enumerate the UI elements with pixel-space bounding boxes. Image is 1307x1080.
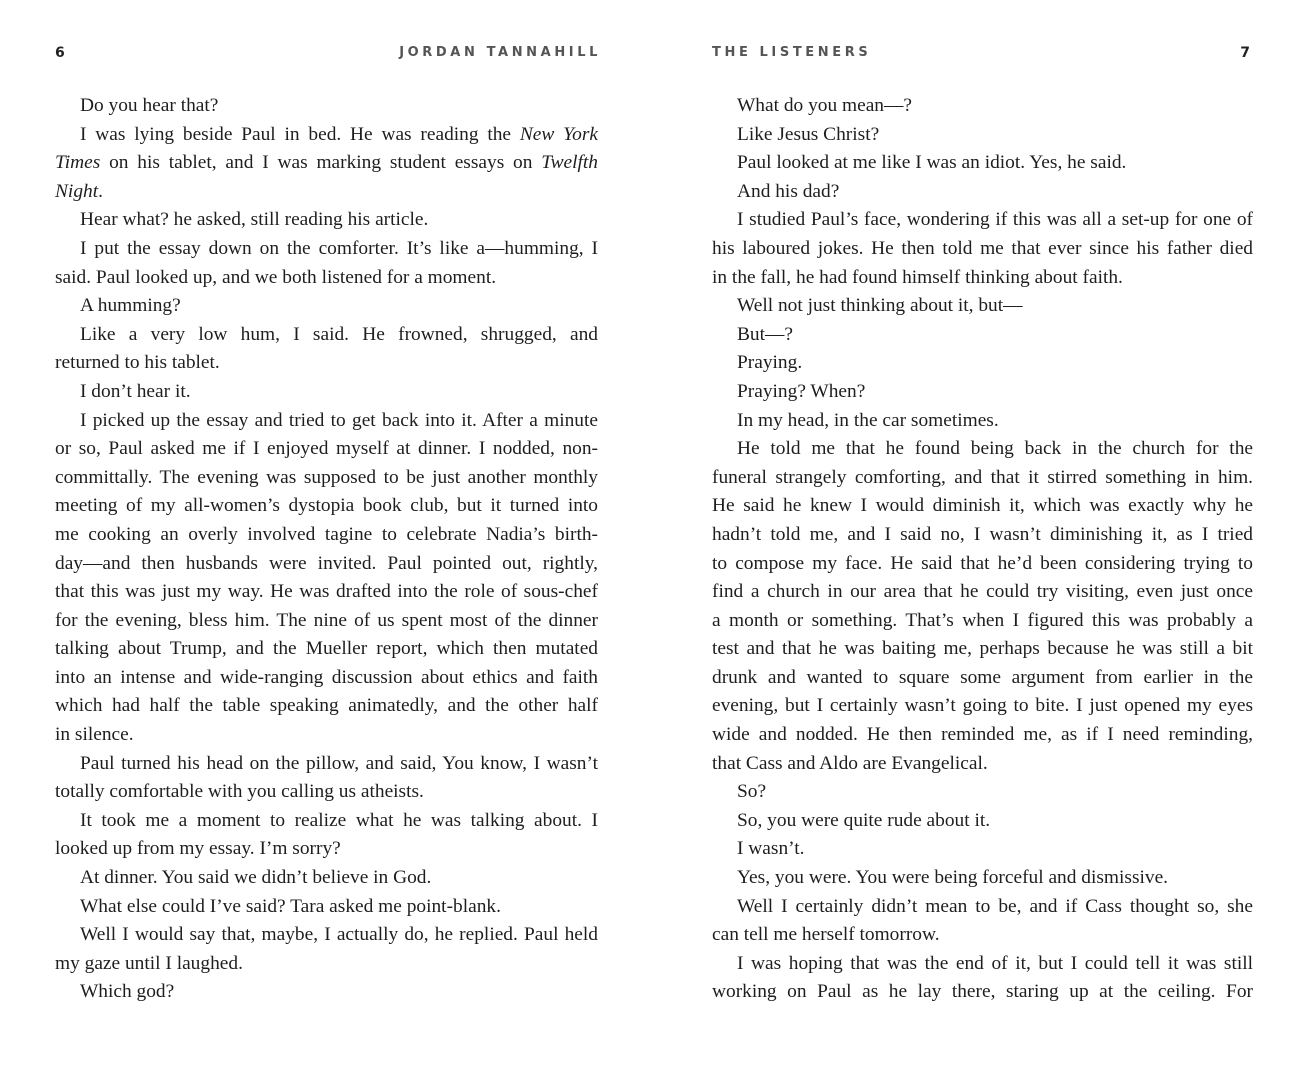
text-line: I wasn’t. — [737, 838, 805, 860]
text-line: which had half the table speaking animatedly, and the other half — [55, 695, 598, 717]
text-line: Do you hear that? — [80, 95, 219, 116]
page-number: 7 — [1240, 45, 1250, 61]
text-line: I picked up the essay and tried to get back into it. After a minute — [80, 409, 598, 431]
text-line: in the fall, he had found himself thinking about faith. — [712, 266, 1123, 288]
text-line: Well I certainly didn’t mean to be, and if Cass thought so, she — [737, 895, 1253, 917]
text-line — [55, 178, 598, 207]
text-line: can tell me herself tomorrow. — [712, 924, 940, 946]
running-head-author: JORDAN TANNAHILL — [399, 45, 601, 60]
text-line: Like Jesus Christ? — [737, 123, 880, 145]
right-page — [653, 0, 1307, 1080]
text-line: that Cass and Aldo are Evangelical. — [712, 752, 988, 774]
text-line: totally comfortable with you calling us atheists. — [55, 781, 424, 803]
text-line: meeting of my all-women’s dystopia book club, but it turned into — [55, 495, 598, 517]
text-line: Like a very low hum, I said. He frowned, shrugged, and — [80, 323, 598, 345]
text-line: But—? — [737, 323, 794, 345]
text-line: talking about Trump, and the Mueller report, which then mutated — [55, 638, 598, 660]
italic-title: Twelfth — [541, 152, 598, 174]
text-line: And his dad? — [737, 180, 840, 202]
text-span: I was lying beside Paul in bed. He was reading the — [80, 123, 520, 145]
text-line: day—and then husbands were invited. Paul pointed out, rightly, — [55, 552, 598, 574]
left-page — [0, 0, 653, 1080]
text-line: A humming? — [80, 295, 181, 317]
body-text — [712, 92, 1253, 1007]
text-span: . — [98, 180, 103, 202]
text-line: or so, Paul asked me if I enjoyed myself at dinner. I nodded, non- — [55, 438, 598, 460]
text-line — [55, 149, 598, 178]
text-line: Well I would say that, maybe, I actually do, he replied. Paul held — [80, 924, 598, 946]
text-line: So? — [737, 781, 767, 803]
text-line: hadn’t told me, and I said no, I wasn’t diminishing it, as I tried — [712, 523, 1253, 545]
text-line: I don’t hear it. — [80, 380, 191, 402]
text-line: said. Paul looked up, and we both listened for a moment. — [55, 266, 497, 288]
text-line: Paul looked at me like I was an idiot. Yes, he said. — [737, 152, 1127, 174]
text-line: find a church in our area that he could try visiting, even just once — [712, 581, 1253, 603]
text-line: What do you mean—? — [737, 95, 912, 116]
running-head-title: THE LISTENERS — [712, 45, 872, 60]
text-line: my gaze until I laughed. — [55, 952, 243, 974]
text-line: returned to his tablet. — [55, 352, 220, 374]
italic-title: New York — [519, 123, 598, 145]
text-line: looked up from my essay. I’m sorry? — [55, 838, 341, 860]
text-line: in silence. — [55, 724, 134, 746]
text-line: I studied Paul’s face, wondering if this was all a set-up for one of — [737, 209, 1253, 231]
text-line: to compose my face. He said that he’d been considering trying to — [712, 552, 1253, 574]
text-line: In my head, in the car sometimes. — [737, 409, 999, 431]
text-line: funeral strangely comforting, and that it stirred something in him. — [712, 466, 1253, 488]
text-line: Which god? — [80, 981, 175, 1003]
text-line: into an intense and wide-ranging discussion about ethics and faith — [55, 666, 598, 688]
text-line: that this was just my way. He was drafted into the role of sous-chef — [55, 581, 598, 603]
text-line: Hear what? he asked, still reading his article. — [80, 209, 429, 231]
italic-title: Times — [55, 152, 101, 174]
text-line: At dinner. You said we didn’t believe in God. — [80, 867, 432, 889]
text-line: test and that he was baiting me, perhaps because he was still a bit — [712, 638, 1253, 660]
text-line: working on Paul as he lay there, staring up at the ceiling. For — [712, 981, 1253, 1003]
text-line: I put the essay down on the comforter. It’s like a—humming, I — [80, 237, 598, 259]
text-line: me cooking an overly involved tagine to celebrate Nadia’s birth- — [55, 523, 598, 545]
page-number: 6 — [55, 45, 65, 61]
text-line: What else could I’ve said? Tara asked me point-blank. — [80, 895, 501, 917]
text-line: for the evening, bless him. The nine of us spent most of the dinner — [55, 609, 598, 631]
text-line: Praying. — [737, 352, 803, 374]
text-line: Well not just thinking about it, but— — [737, 295, 1023, 317]
text-line: I was hoping that was the end of it, but I could tell it was still — [737, 952, 1253, 974]
text-line: his laboured jokes. He then told me that ever since his father died — [712, 237, 1253, 259]
text-line: drunk and wanted to square some argument from earlier in the — [712, 666, 1253, 688]
text-line: Paul turned his head on the pillow, and said, You know, I wasn’t — [80, 752, 598, 774]
text-span: on his tablet, and I was marking student essays on — [100, 152, 542, 174]
text-line — [55, 121, 598, 150]
text-line: evening, but I certainly wasn’t going to bite. I just opened my eyes — [712, 695, 1253, 717]
text-line: Praying? When? — [737, 380, 866, 402]
text-line: It took me a moment to realize what he was talking about. I — [80, 809, 598, 831]
text-line: a month or something. That’s when I figured this was probably a — [712, 609, 1253, 631]
body-text — [55, 92, 598, 1007]
text-line: Yes, you were. You were being forceful and dismissive. — [737, 867, 1169, 889]
text-line: So, you were quite rude about it. — [737, 809, 991, 831]
text-line: He said he knew I would diminish it, which was exactly why he — [712, 495, 1253, 517]
text-line: He told me that he found being back in the church for the — [737, 438, 1253, 460]
text-line: wide and nodded. He then reminded me, as if I need reminding, — [712, 724, 1253, 746]
text-line: committally. The evening was supposed to be just another monthly — [55, 466, 598, 488]
italic-title: Night — [55, 180, 99, 202]
